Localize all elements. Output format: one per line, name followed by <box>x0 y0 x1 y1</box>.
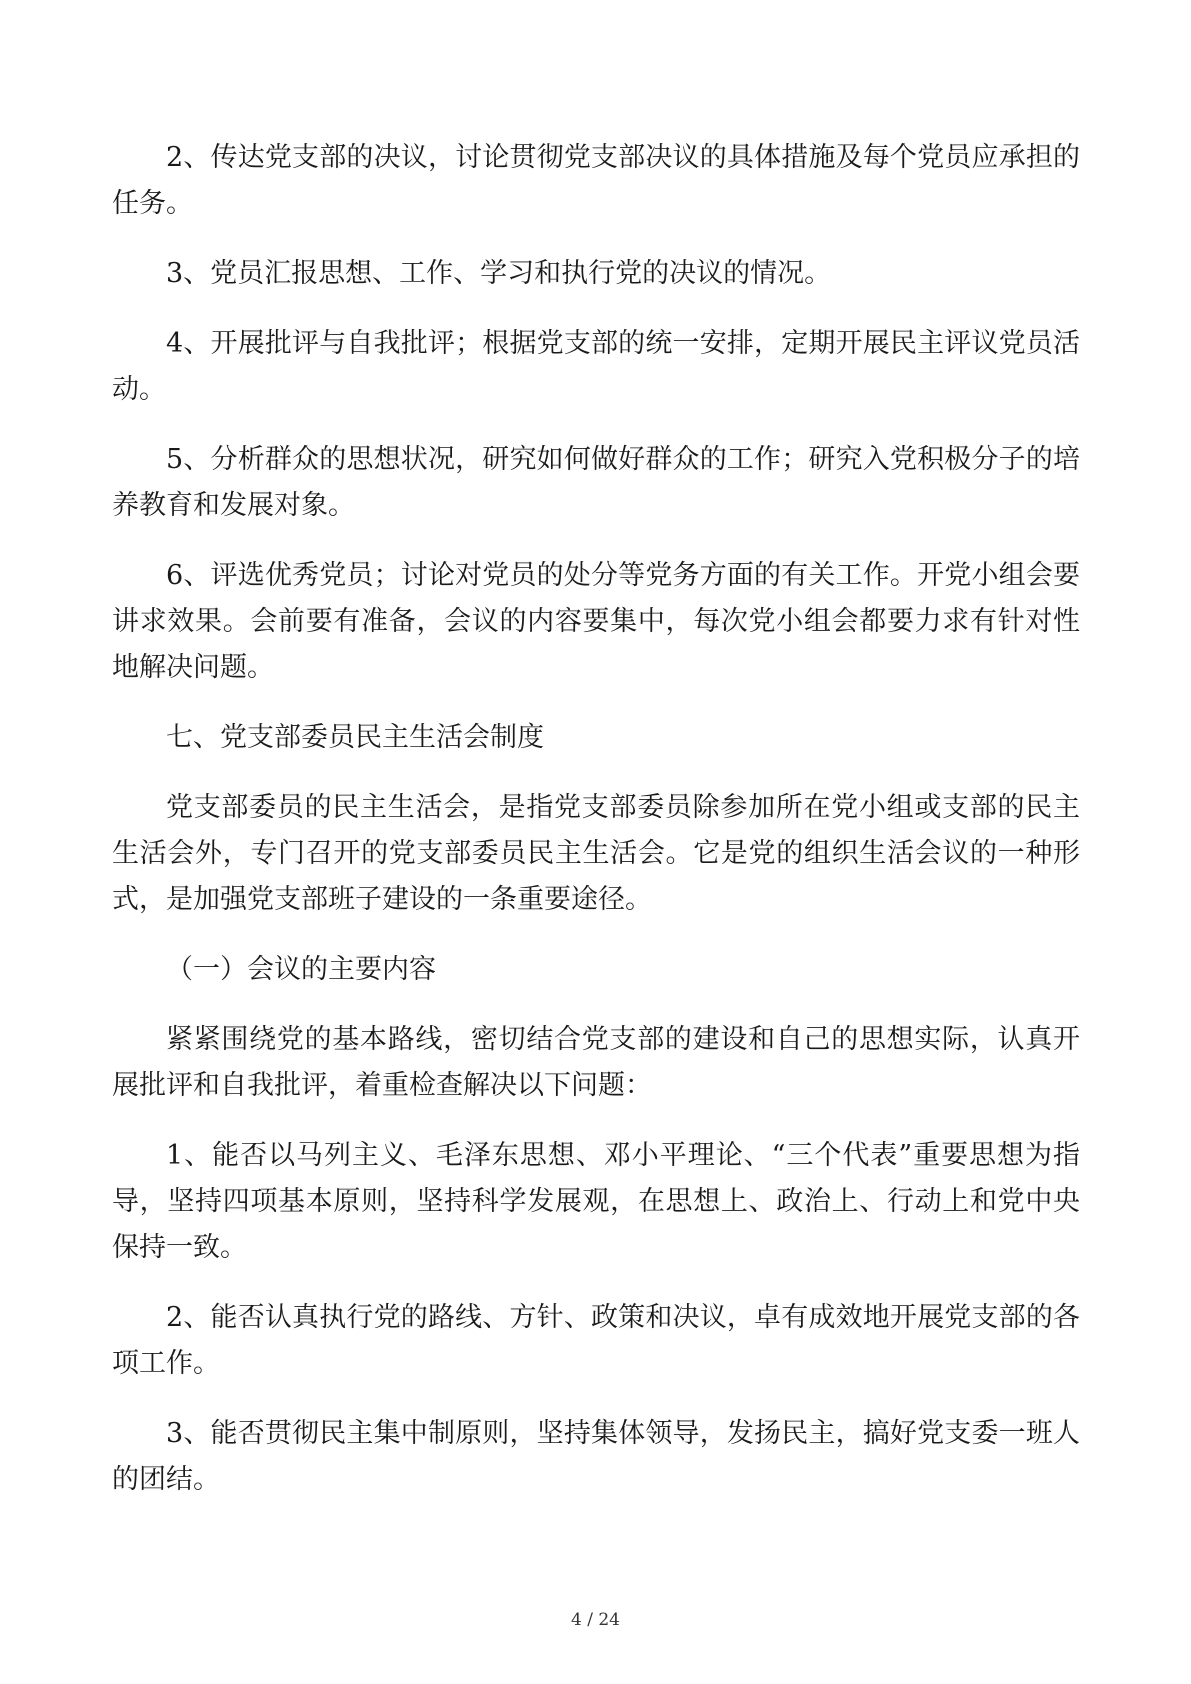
section-heading-7: 七、党支部委员民主生活会制度 <box>166 722 544 753</box>
paragraph-6-select-members: 6、评选优秀党员；讨论对党员的处分等党务方面的有关工作。开党小组会要讲求效果。会前要有准备，会议的内容要集中，每次党小组会都要力求有针对性地解决问题。 <box>112 560 1080 683</box>
list-item-1-guidance: 1、能否以马列主义、毛泽东思想、邓小平理论、“三个代表”重要思想为指导，坚持四项基本原则，坚持科学发展观，在思想上、政治上、行动上和党中央保持一致。 <box>112 1140 1080 1263</box>
document-body <box>112 135 1080 1527</box>
paragraph-5-analyze-masses: 5、分析群众的思想状况，研究如何做好群众的工作；研究入党积极分子的培养教育和发展对象。 <box>112 444 1080 521</box>
list-item-3-democratic-centralism: 3、能否贯彻民主集中制原则，坚持集体领导，发扬民主，搞好党支委一班人的团结。 <box>112 1418 1080 1495</box>
list-item-2-execution: 2、能否认真执行党的路线、方针、政策和决议，卓有成效地开展党支部的各项工作。 <box>112 1302 1080 1379</box>
paragraph-2-transmit-resolutions: 2、传达党支部的决议，讨论贯彻党支部决议的具体措施及每个党员应承担的任务。 <box>112 142 1080 219</box>
page-number: 4 / 24 <box>571 1610 620 1630</box>
paragraph-life-meeting-definition: 党支部委员的民主生活会，是指党支部委员除参加所在党小组或支部的民主生活会外，专门召开的党支部委员民主生活会。它是党的组织生活会议的一种形式，是加强党支部班子建设的一条重要途径。 <box>112 792 1080 915</box>
paragraph-4-criticism: 4、开展批评与自我批评；根据党支部的统一安排，定期开展民主评议党员活动。 <box>112 328 1080 405</box>
paragraph-3-report-thoughts: 3、党员汇报思想、工作、学习和执行党的决议的情况。 <box>166 258 832 289</box>
subsection-heading-1: （一）会议的主要内容 <box>166 954 436 985</box>
paragraph-focus-issues: 紧紧围绕党的基本路线，密切结合党支部的建设和自己的思想实际，认真开展批评和自我批评，着重检查解决以下问题： <box>112 1024 1080 1101</box>
